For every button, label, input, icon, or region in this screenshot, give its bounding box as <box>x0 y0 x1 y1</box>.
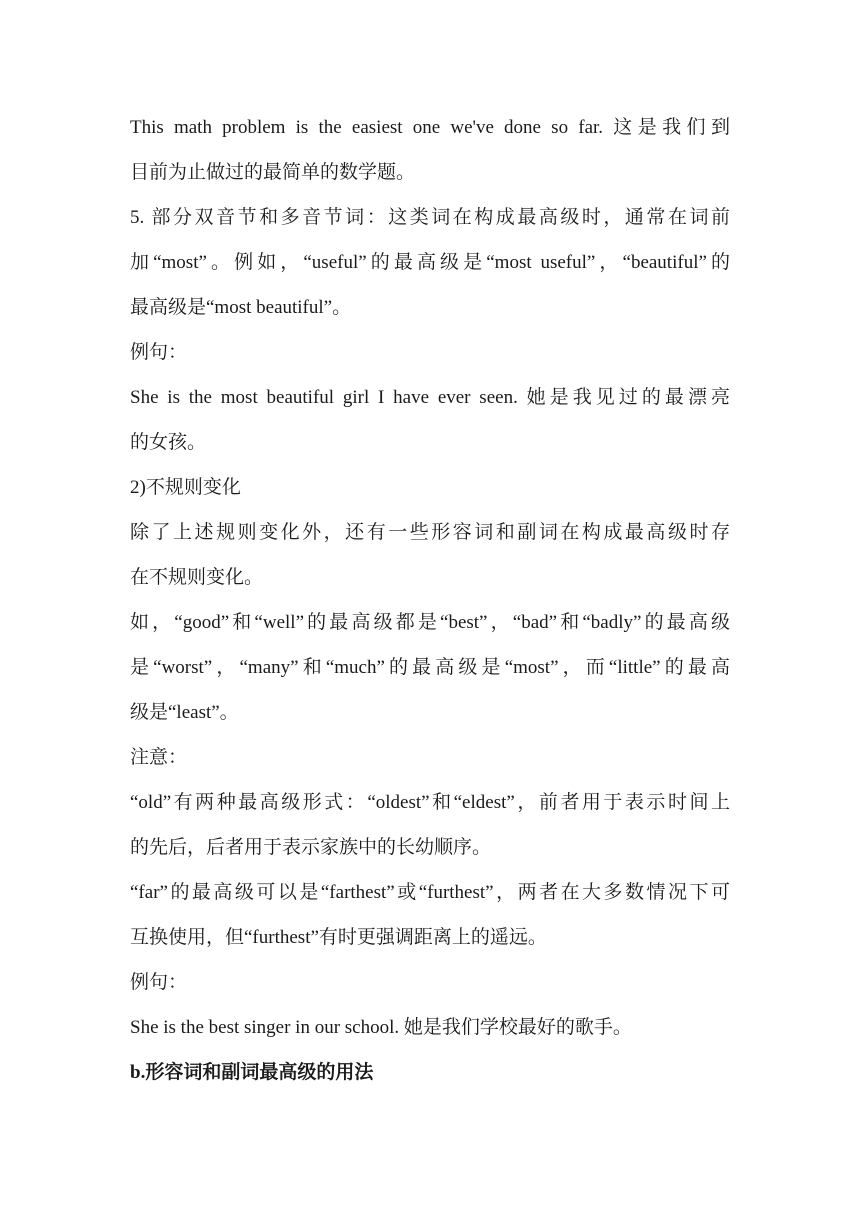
note-label: 注意： <box>130 747 188 768</box>
paragraph-line: 5. 部分双音节和多音节词：这类词在构成最高级时，通常在词前 <box>130 207 730 228</box>
paragraph-line: She is the best singer in our school. 她是我们学校最好的歌手。 <box>130 1017 632 1038</box>
paragraph-line: 除了上述规则变化外，还有一些形容词和副词在构成最高级时存 <box>130 522 730 543</box>
paragraph-line: 加“most”。例如，“useful”的最高级是“most useful”，“beautiful”的 <box>130 252 730 273</box>
paragraph-line: 最高级是“most beautiful”。 <box>130 297 352 318</box>
paragraph-line: 目前为止做过的最简单的数学题。 <box>130 162 416 183</box>
paragraph-line: 互换使用，但“furthest”有时更强调距离上的遥远。 <box>130 927 547 948</box>
section-heading: 2)不规则变化 <box>130 477 241 498</box>
paragraph-line: She is the most beautiful girl I have ever seen. 她是我见过的最漂亮 <box>130 387 730 408</box>
section-heading: b.形容词和副词最高级的用法 <box>130 1062 374 1083</box>
document-page <box>130 105 730 1095</box>
example-label: 例句： <box>130 342 188 363</box>
example-label: 例句： <box>130 972 188 993</box>
paragraph-line: 如，“good”和“well”的最高级都是“best”，“bad”和“badly”的最高级 <box>130 612 730 633</box>
paragraph-line: 是“worst”，“many”和“much”的最高级是“most”，而“little”的最高 <box>130 657 730 678</box>
paragraph-line: 的先后，后者用于表示家族中的长幼顺序。 <box>130 837 492 858</box>
paragraph-line: “far”的最高级可以是“farthest”或“furthest”，两者在大多数情况下可 <box>130 882 730 903</box>
paragraph-line: “old”有两种最高级形式：“oldest”和“eldest”，前者用于表示时间上 <box>130 792 730 813</box>
paragraph-line: 的女孩。 <box>130 432 207 453</box>
paragraph-line: 级是“least”。 <box>130 702 239 723</box>
paragraph-line: This math problem is the easiest one we've done so far. 这是我们到 <box>130 117 730 138</box>
paragraph-line: 在不规则变化。 <box>130 567 264 588</box>
